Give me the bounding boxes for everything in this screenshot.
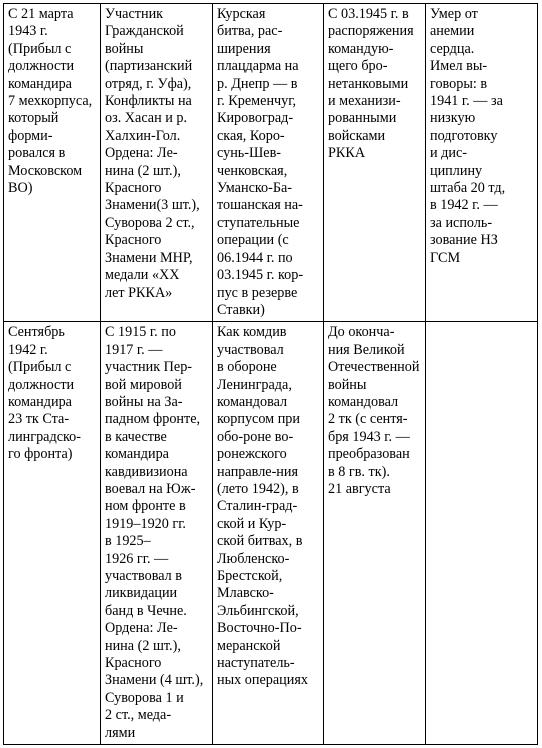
table-cell-r1-c2 <box>101 4 213 322</box>
document-table <box>3 3 538 745</box>
table-cell-r1-c3 <box>213 4 324 322</box>
table-cell-r1-c5 <box>426 4 538 322</box>
table-cell-r2-c1 <box>4 322 101 745</box>
cell-text: Умер от анемии сердца. Имел вы- говоры: в 1941 г. — за низкую подготовку и дис- циплину штаба 20 тд, в 1942 г. — за исполь- зование НЗ ГСМ <box>430 6 506 266</box>
cell-text: С 21 марта 1943 г. (Прибыл с должности командира 7 мехкорпуса, который форми- ровался в Московском ВО) <box>8 6 93 197</box>
cell-text: До оконча- ния Великой Отечественной войны командовал 2 тк (с сентя- бря 1943 г. — преобразован в 8 гв. тк). 21 августа <box>328 324 420 497</box>
table-cell-r2-c3 <box>213 322 324 745</box>
cell-text: С 03.1945 г. в распоряжения командую- щего бро- нетанковыми и механизи- рованными войсками РККА <box>328 6 414 162</box>
table-cell-r1-c1 <box>4 4 101 322</box>
table-row <box>4 4 538 322</box>
cell-text: Как комдив участвовал в обороне Ленинграда, командовал корпусом при обо-роне во- ронежского направле-ния (лето 1942), в Сталин-град- ской и Кур- ской битвах, в Любленско- Брестской, Млавско- Эльбингской, Восточно-По- меранской наступатель- ных операциях <box>217 324 308 689</box>
cell-text: Сентябрь 1942 г. (Прибыл с должности командира 23 тк Ста- линградско- го фронта) <box>8 324 81 463</box>
cell-text: С 1915 г. по 1917 г. — участник Пер- вой мировой войны на За- падном фронте, в качестве командира кавдивизиона воевал на Юж- ном фронте в 1919–1920 гг. в 1925– 1926 гг. — участвовал в ликвидации банд в Чечне. Ордена: Ле- нина (2 шт.), Красного Знамени (4 шт.), Суворова 1 и 2 ст., меда- лями <box>105 324 204 741</box>
cell-text: Курская битва, рас- ширения плацдарма на р. Днепр — в г. Кременчуг, Кировоград- ская, Коро- сунь-Шев- ченковская, Уманско-Ба- тошанская на- ступательные операции (с 06.1944 г. по 03.1945 г. кор- пус в резерве Ставки) <box>217 6 304 318</box>
cell-text: Участник Гражданской войны (партизанский отряд, г. Уфа), Конфликты на оз. Хасан и р. Халхин-Гол. Ордена: Ле- нина (2 шт.), Красного Знамени(3 шт.), Суворова 2 ст., Красного Знамени МНР, медали «XX лет РККА» <box>105 6 200 301</box>
table-cell-r2-c2 <box>101 322 213 745</box>
table-cell-r2-c5 <box>426 322 538 745</box>
table-cell-r1-c4 <box>324 4 426 322</box>
table-cell-r2-c4 <box>324 322 426 745</box>
table-row <box>4 322 538 745</box>
